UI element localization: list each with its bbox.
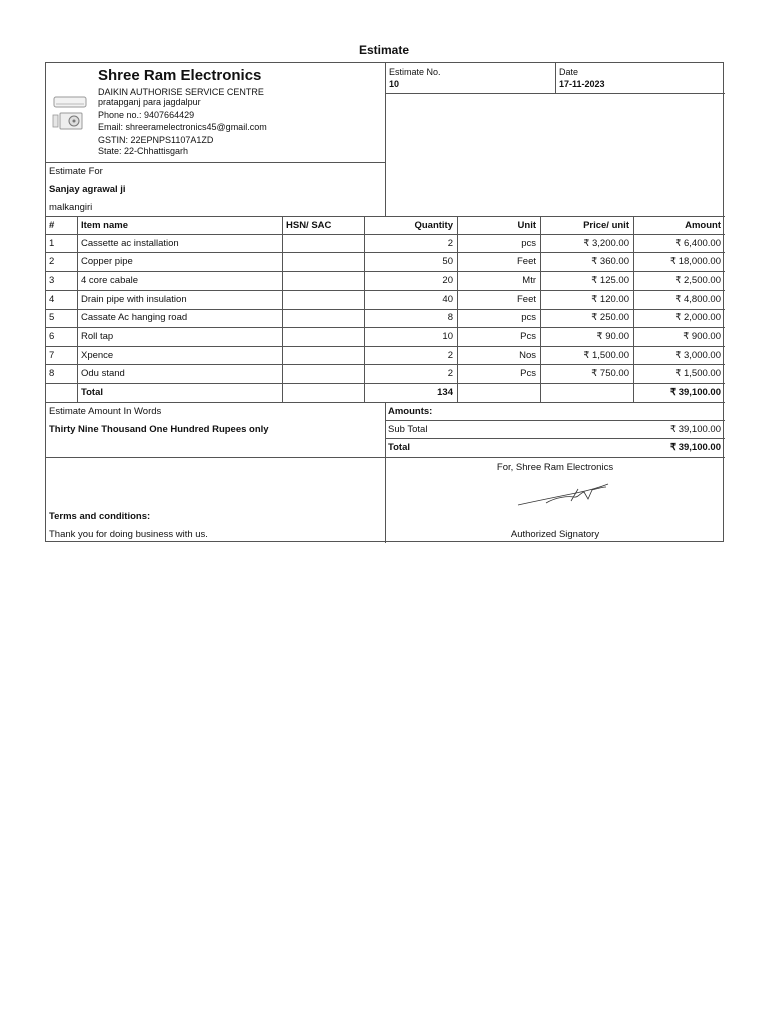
row-6-item: Roll tap [81, 331, 114, 342]
total-amount: ₹ 39,100.00 [670, 387, 721, 398]
col-header-index: # [49, 220, 55, 231]
row-2-unit: Feet [516, 256, 536, 267]
row-5-price: ₹ 250.00 [591, 312, 629, 323]
row-8-unit: Pcs [520, 368, 536, 379]
row-7-item: Xpence [81, 350, 114, 361]
company-name: Shree Ram Electronics [98, 67, 262, 84]
row-6-amount: ₹ 900.00 [683, 331, 721, 342]
row-1-price: ₹ 3,200.00 [583, 238, 629, 249]
col-header-amount: Amount [685, 220, 721, 231]
signature-label: Authorized Signatory [510, 529, 600, 540]
document-title: Estimate [358, 43, 410, 57]
row-1-index: 1 [49, 238, 55, 249]
row-8-amount: ₹ 1,500.00 [675, 368, 721, 379]
row-1-unit: pcs [521, 238, 536, 249]
subtotal-label: Sub Total [388, 424, 428, 435]
row-3-amount: ₹ 2,500.00 [675, 275, 721, 286]
row-5-item: Cassate Ac hanging road [81, 312, 188, 323]
row-7-index: 7 [49, 350, 55, 361]
date-label: Date [559, 67, 579, 77]
row-2-item: Copper pipe [81, 256, 133, 267]
amount-words-label: Estimate Amount In Words [49, 406, 162, 417]
row-6-unit: Pcs [520, 331, 536, 342]
row-2-quantity: 50 [442, 256, 453, 267]
row-4-unit: Feet [516, 294, 536, 305]
estimate-document [45, 62, 724, 542]
row-5-amount: ₹ 2,000.00 [675, 312, 721, 323]
col-header-item: Item name [81, 220, 128, 231]
row-3-item: 4 core cabale [81, 275, 139, 286]
company-state: State: 22-Chhattisgarh [98, 146, 189, 156]
row-4-quantity: 40 [442, 294, 453, 305]
row-8-quantity: 2 [447, 368, 453, 379]
company-email: Email: shreeramelectronics45@gmail.com [98, 122, 267, 132]
row-7-unit: Nos [519, 350, 536, 361]
date-value: 17-11-2023 [559, 79, 605, 89]
row-3-index: 3 [49, 275, 55, 286]
customer-name: Sanjay agrawal ji [49, 184, 126, 195]
row-8-item: Odu stand [81, 368, 125, 379]
row-8-index: 8 [49, 368, 55, 379]
row-4-amount: ₹ 4,800.00 [675, 294, 721, 305]
row-1-quantity: 2 [447, 238, 453, 249]
col-header-unit: Unit [517, 220, 536, 231]
row-3-price: ₹ 125.00 [591, 275, 629, 286]
company-tagline: DAIKIN AUTHORISE SERVICE CENTRE [98, 87, 264, 97]
estimate-no-value: 10 [389, 79, 400, 89]
air-conditioner-logo [52, 95, 88, 131]
amount-words-value: Thirty Nine Thousand One Hundred Rupees only [49, 424, 269, 435]
row-3-unit: Mtr [522, 275, 536, 286]
row-6-quantity: 10 [442, 331, 453, 342]
estimate-for-label: Estimate For [49, 166, 103, 177]
row-5-index: 5 [49, 312, 55, 323]
subtotal-value: ₹ 39,100.00 [670, 424, 721, 435]
company-gstin: GSTIN: 22EPNPS1107A1ZD [98, 135, 214, 145]
row-2-amount: ₹ 18,000.00 [670, 256, 721, 267]
row-4-index: 4 [49, 294, 55, 305]
row-6-index: 6 [49, 331, 55, 342]
row-6-price: ₹ 90.00 [596, 331, 629, 342]
row-2-price: ₹ 360.00 [591, 256, 629, 267]
total-quantity: 134 [437, 387, 453, 398]
company-address: pratapganj para jagdalpur [98, 97, 201, 107]
row-2-index: 2 [49, 256, 55, 267]
row-1-amount: ₹ 6,400.00 [675, 238, 721, 249]
terms-text: Thank you for doing business with us. [49, 529, 208, 540]
row-4-price: ₹ 120.00 [591, 294, 629, 305]
estimate-no-label: Estimate No. [389, 67, 441, 77]
signature-image [516, 481, 611, 512]
signature-for: For, Shree Ram Electronics [496, 462, 614, 473]
terms-label: Terms and conditions: [49, 511, 151, 522]
row-5-unit: pcs [521, 312, 536, 323]
total-label: Total [81, 387, 103, 398]
row-7-quantity: 2 [447, 350, 453, 361]
amounts-label: Amounts: [388, 406, 433, 417]
row-8-price: ₹ 750.00 [591, 368, 629, 379]
grand-total-value: ₹ 39,100.00 [670, 442, 721, 453]
row-5-quantity: 8 [447, 312, 453, 323]
company-phone: Phone no.: 9407664429 [98, 110, 195, 120]
col-header-price: Price/ unit [583, 220, 629, 231]
row-4-item: Drain pipe with insulation [81, 294, 187, 305]
grand-total-label: Total [388, 442, 410, 453]
row-3-quantity: 20 [442, 275, 453, 286]
col-header-quantity: Quantity [414, 220, 453, 231]
customer-place: malkangiri [49, 202, 93, 213]
row-7-amount: ₹ 3,000.00 [675, 350, 721, 361]
row-7-price: ₹ 1,500.00 [583, 350, 629, 361]
col-header-hsn: HSN/ SAC [286, 220, 332, 231]
row-1-item: Cassette ac installation [81, 238, 179, 249]
